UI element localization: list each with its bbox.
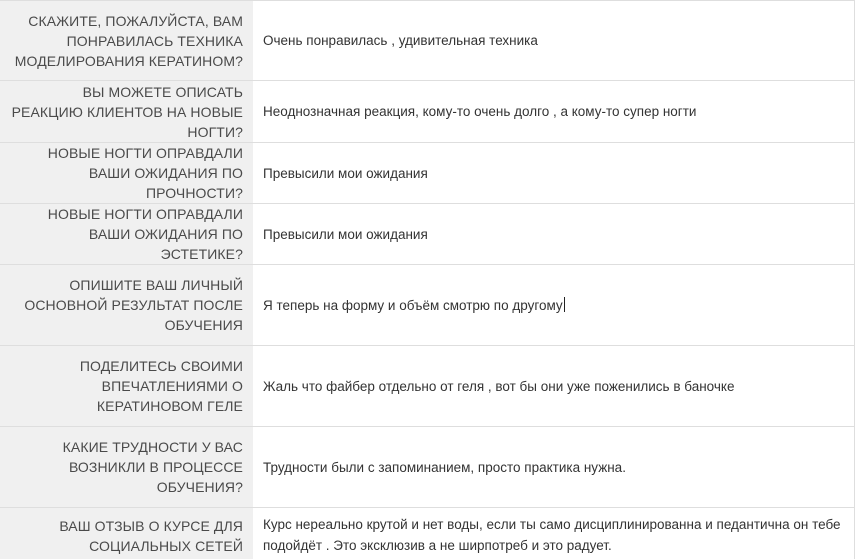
table-row <box>0 427 855 508</box>
table-row <box>0 265 855 346</box>
answer-text: Я теперь на форму и объём смотрю по другому <box>263 297 563 313</box>
answer-cell-with-cursor <box>253 265 855 346</box>
question-label: КАКИЕ ТРУДНОСТИ У ВАС ВОЗНИКЛИ В ПРОЦЕССЕ ОБУЧЕНИЯ? <box>0 427 253 508</box>
answer-text: Курс нереально крутой и нет воды, если ты само дисциплинированна и педантична он тебе подойдёт . Это эксклюзив а не ширпотреб и это радует. <box>253 508 855 559</box>
table-row <box>0 81 855 143</box>
table-row <box>0 204 855 265</box>
answer-text: Превысили мои ожидания <box>253 143 855 204</box>
answer-text: Превысили мои ожидания <box>253 204 855 265</box>
table-row <box>0 346 855 427</box>
table-row <box>0 1 855 81</box>
question-label: СКАЖИТЕ, ПОЖАЛУЙСТА, ВАМ ПОНРАВИЛАСЬ ТЕХНИКА МОДЕЛИРОВАНИЯ КЕРАТИНОМ? <box>0 1 253 81</box>
question-label: НОВЫЕ НОГТИ ОПРАВДАЛИ ВАШИ ОЖИДАНИЯ ПО ЭСТЕТИКЕ? <box>0 204 253 265</box>
answer-text: Очень понравилась , удивительная техника <box>253 1 855 81</box>
question-label: ПОДЕЛИТЕСЬ СВОИМИ ВПЕЧАТЛЕНИЯМИ О КЕРАТИНОВОМ ГЕЛЕ <box>0 346 253 427</box>
answer-text: Неоднозначная реакция, кому-то очень долго , а кому-то супер ногти <box>253 81 855 143</box>
answer-text: Трудности были с запоминанием, просто практика нужна. <box>253 427 855 508</box>
question-label: ВЫ МОЖЕТЕ ОПИСАТЬ РЕАКЦИЮ КЛИЕНТОВ НА НОВЫЕ НОГТИ? <box>0 81 253 143</box>
question-label: ОПИШИТЕ ВАШ ЛИЧНЫЙ ОСНОВНОЙ РЕЗУЛЬТАТ ПОСЛЕ ОБУЧЕНИЯ <box>0 265 253 346</box>
question-label: НОВЫЕ НОГТИ ОПРАВДАЛИ ВАШИ ОЖИДАНИЯ ПО ПРОЧНОСТИ? <box>0 143 253 204</box>
table-row <box>0 508 855 559</box>
table-row <box>0 143 855 204</box>
text-cursor <box>564 297 565 312</box>
answer-text: Жаль что файбер отдельно от геля , вот бы они уже поженились в баночке <box>253 346 855 427</box>
question-label: ВАШ ОТЗЫВ О КУРСЕ ДЛЯ СОЦИАЛЬНЫХ СЕТЕЙ <box>0 508 253 559</box>
